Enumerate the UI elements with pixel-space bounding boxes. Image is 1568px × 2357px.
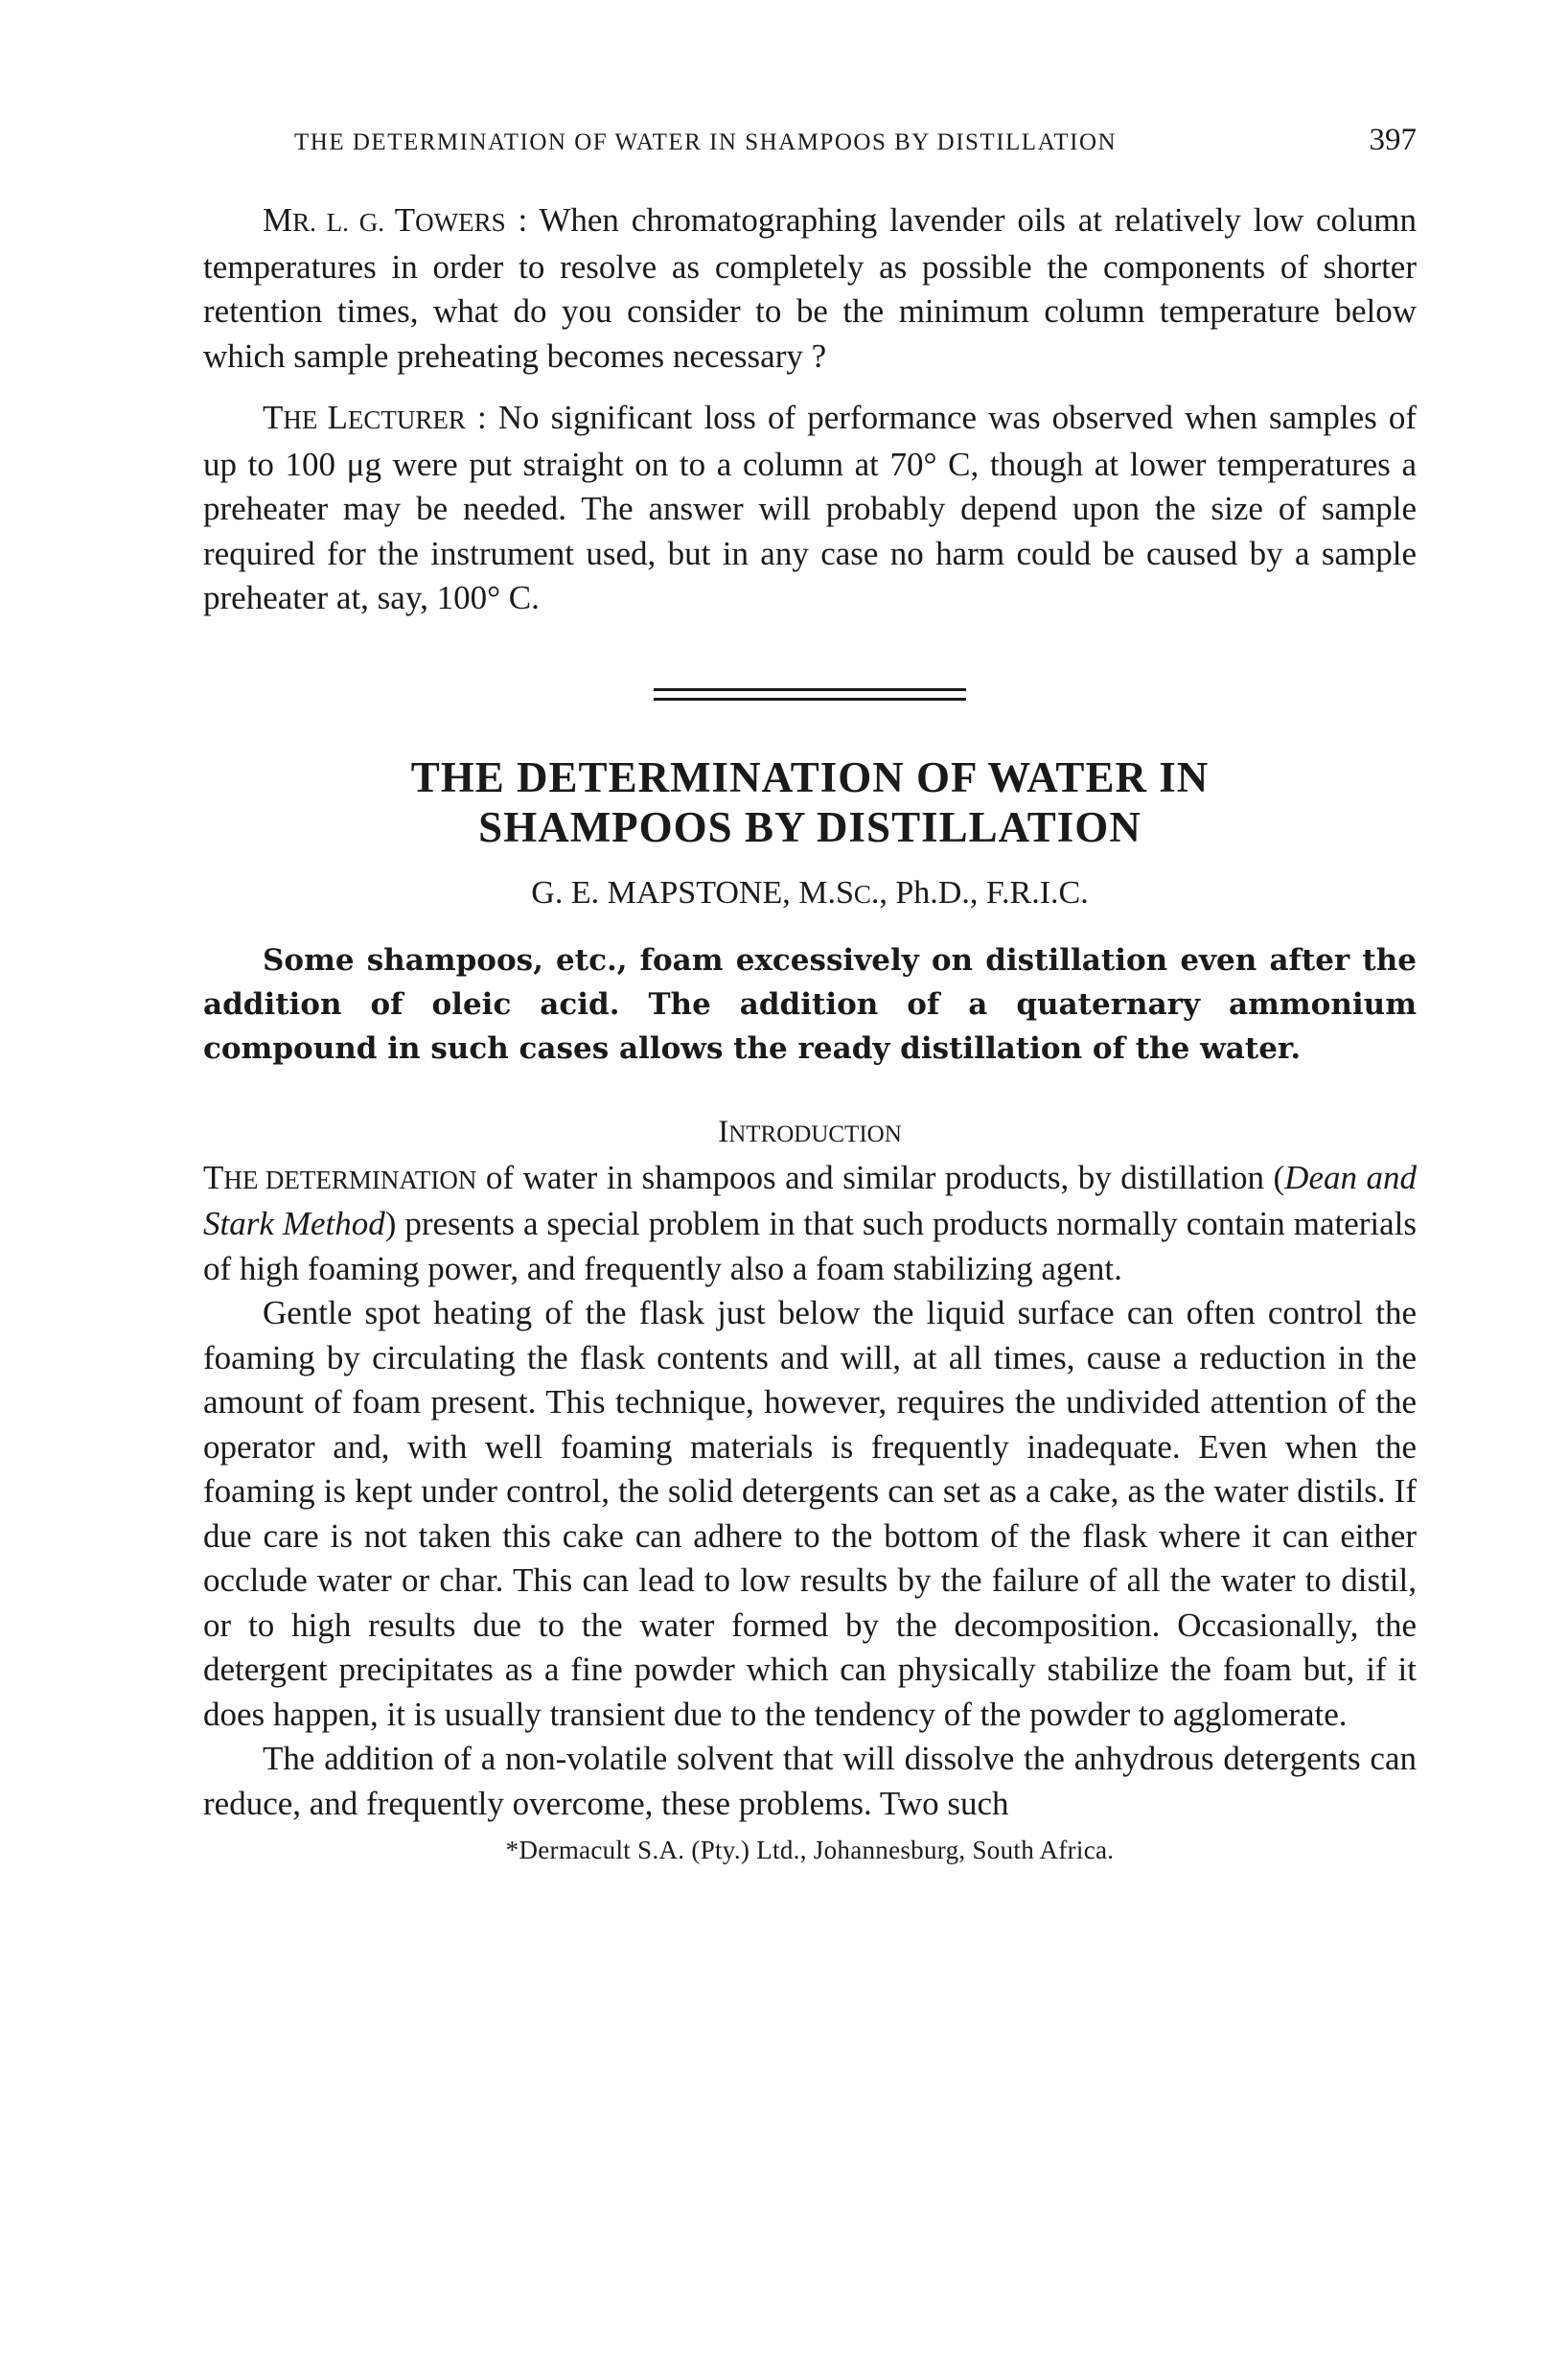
heading-initial: I <box>718 1114 729 1149</box>
speaker-name-smallcaps: R. L. G. <box>292 208 395 237</box>
section-divider <box>654 688 966 701</box>
author-name: G. E. MAPSTONE, M.S <box>531 874 854 911</box>
intro-paragraph-2: Gentle spot heating of the flask just below the liquid surface can often control the foaming by circulating the flask contents and will, at all times, cause a reduction in the amount of foam present. This technique, however, requires the undivided attention of the operator and, with well foaming materials is frequently inadequate. Even when the foaming is kept under control, the solid detergents can set as a cake, as the water distils. If due care is not taken this cake can adhere to the bottom of the flask where it can either occlude water or char. This can lead to low results by the failure of all the water to distil, or to high results due to the water formed by the decomposition. Occasionally, the detergent precipitates as a fine powder which can physically stabilize the foam but, if it does happen, it is usually transient due to the tendency of the powder to agglomerate. <box>203 1294 1417 1733</box>
article-abstract: Some shampoos, etc., foam excessively on distillation even after the addition of oleic acid. The addition of a quaternary ammonium compound in such cases allows the ready distillation of the water. <box>203 942 1417 1066</box>
divider-rule <box>654 688 966 691</box>
journal-page <box>203 123 1417 1865</box>
article-title <box>203 752 1417 852</box>
paragraph-text: ) presents a special problem in that such products normally contain materials of high foaming power, and frequently also a foam stabilizing agent. <box>203 1205 1417 1287</box>
author-degree-smallcaps: C <box>853 879 871 909</box>
article-title-line-2: SHAMPOOS BY DISTILLATION <box>478 802 1141 851</box>
answer-text: : No significant loss of performance was observed when samples of up to 100 μg were put straight on to a column at 70° C, though at lower temperatures a preheater may be needed. The answer will probably depend upon the size of sample required for the instrument used, but in any case no harm could be caused by a sample preheater at, say, 100° C. <box>203 399 1417 616</box>
article-title-line-1: THE DETERMINATION OF WATER IN <box>410 752 1210 801</box>
paragraph-text: of water in shampoos and similar products, by distillation ( <box>476 1158 1285 1196</box>
author-byline <box>203 875 1417 912</box>
page-number: 397 <box>1369 123 1417 157</box>
intro-paragraph-3: The addition of a non-volatile solvent that will dissolve the anhydrous detergents can reduce, and frequently overcome, these problems. Two such <box>203 1740 1417 1822</box>
intro-paragraph-1 <box>203 1156 1417 1292</box>
author-degrees: ., Ph.D., F.R.I.C. <box>870 874 1089 911</box>
running-head-title: THE DETERMINATION OF WATER IN SHAMPOOS BY DISTILLATION <box>294 129 1118 155</box>
speaker-name-smallcaps: OWERS <box>415 208 506 237</box>
heading-smallcaps: NTRODUCTION <box>728 1121 902 1147</box>
speaker-name-smallcaps: ECTURER <box>347 405 466 434</box>
section-heading-introduction <box>203 1115 1417 1150</box>
discussion-towers-question <box>203 198 1417 379</box>
speaker-initial: T <box>394 201 416 239</box>
divider-rule <box>654 698 966 701</box>
method-name-italic: Dean and Stark Method <box>203 1158 1418 1242</box>
discussion-lecturer-answer <box>203 396 1417 621</box>
speaker-initial: L <box>327 399 348 436</box>
lead-smallcaps: DETERMINATION <box>265 1165 477 1194</box>
speaker-initial: M <box>263 201 293 239</box>
lead-initial: T <box>203 1158 224 1196</box>
speaker-name-smallcaps: HE <box>283 405 328 434</box>
affiliation-footnote: *Dermacult S.A. (Pty.) Ltd., Johannesburg, South Africa. <box>505 1836 1115 1864</box>
speaker-initial: T <box>263 399 284 436</box>
lead-smallcaps: HE <box>223 1165 265 1194</box>
running-head <box>294 123 1417 158</box>
question-text: : When chromatographing lavender oils at relatively low column temperatures in order to resolve as completely as possible the components of shorter retention times, what do you consider to be the minimum column temperature below which sample preheating becomes necessary ? <box>203 201 1418 375</box>
